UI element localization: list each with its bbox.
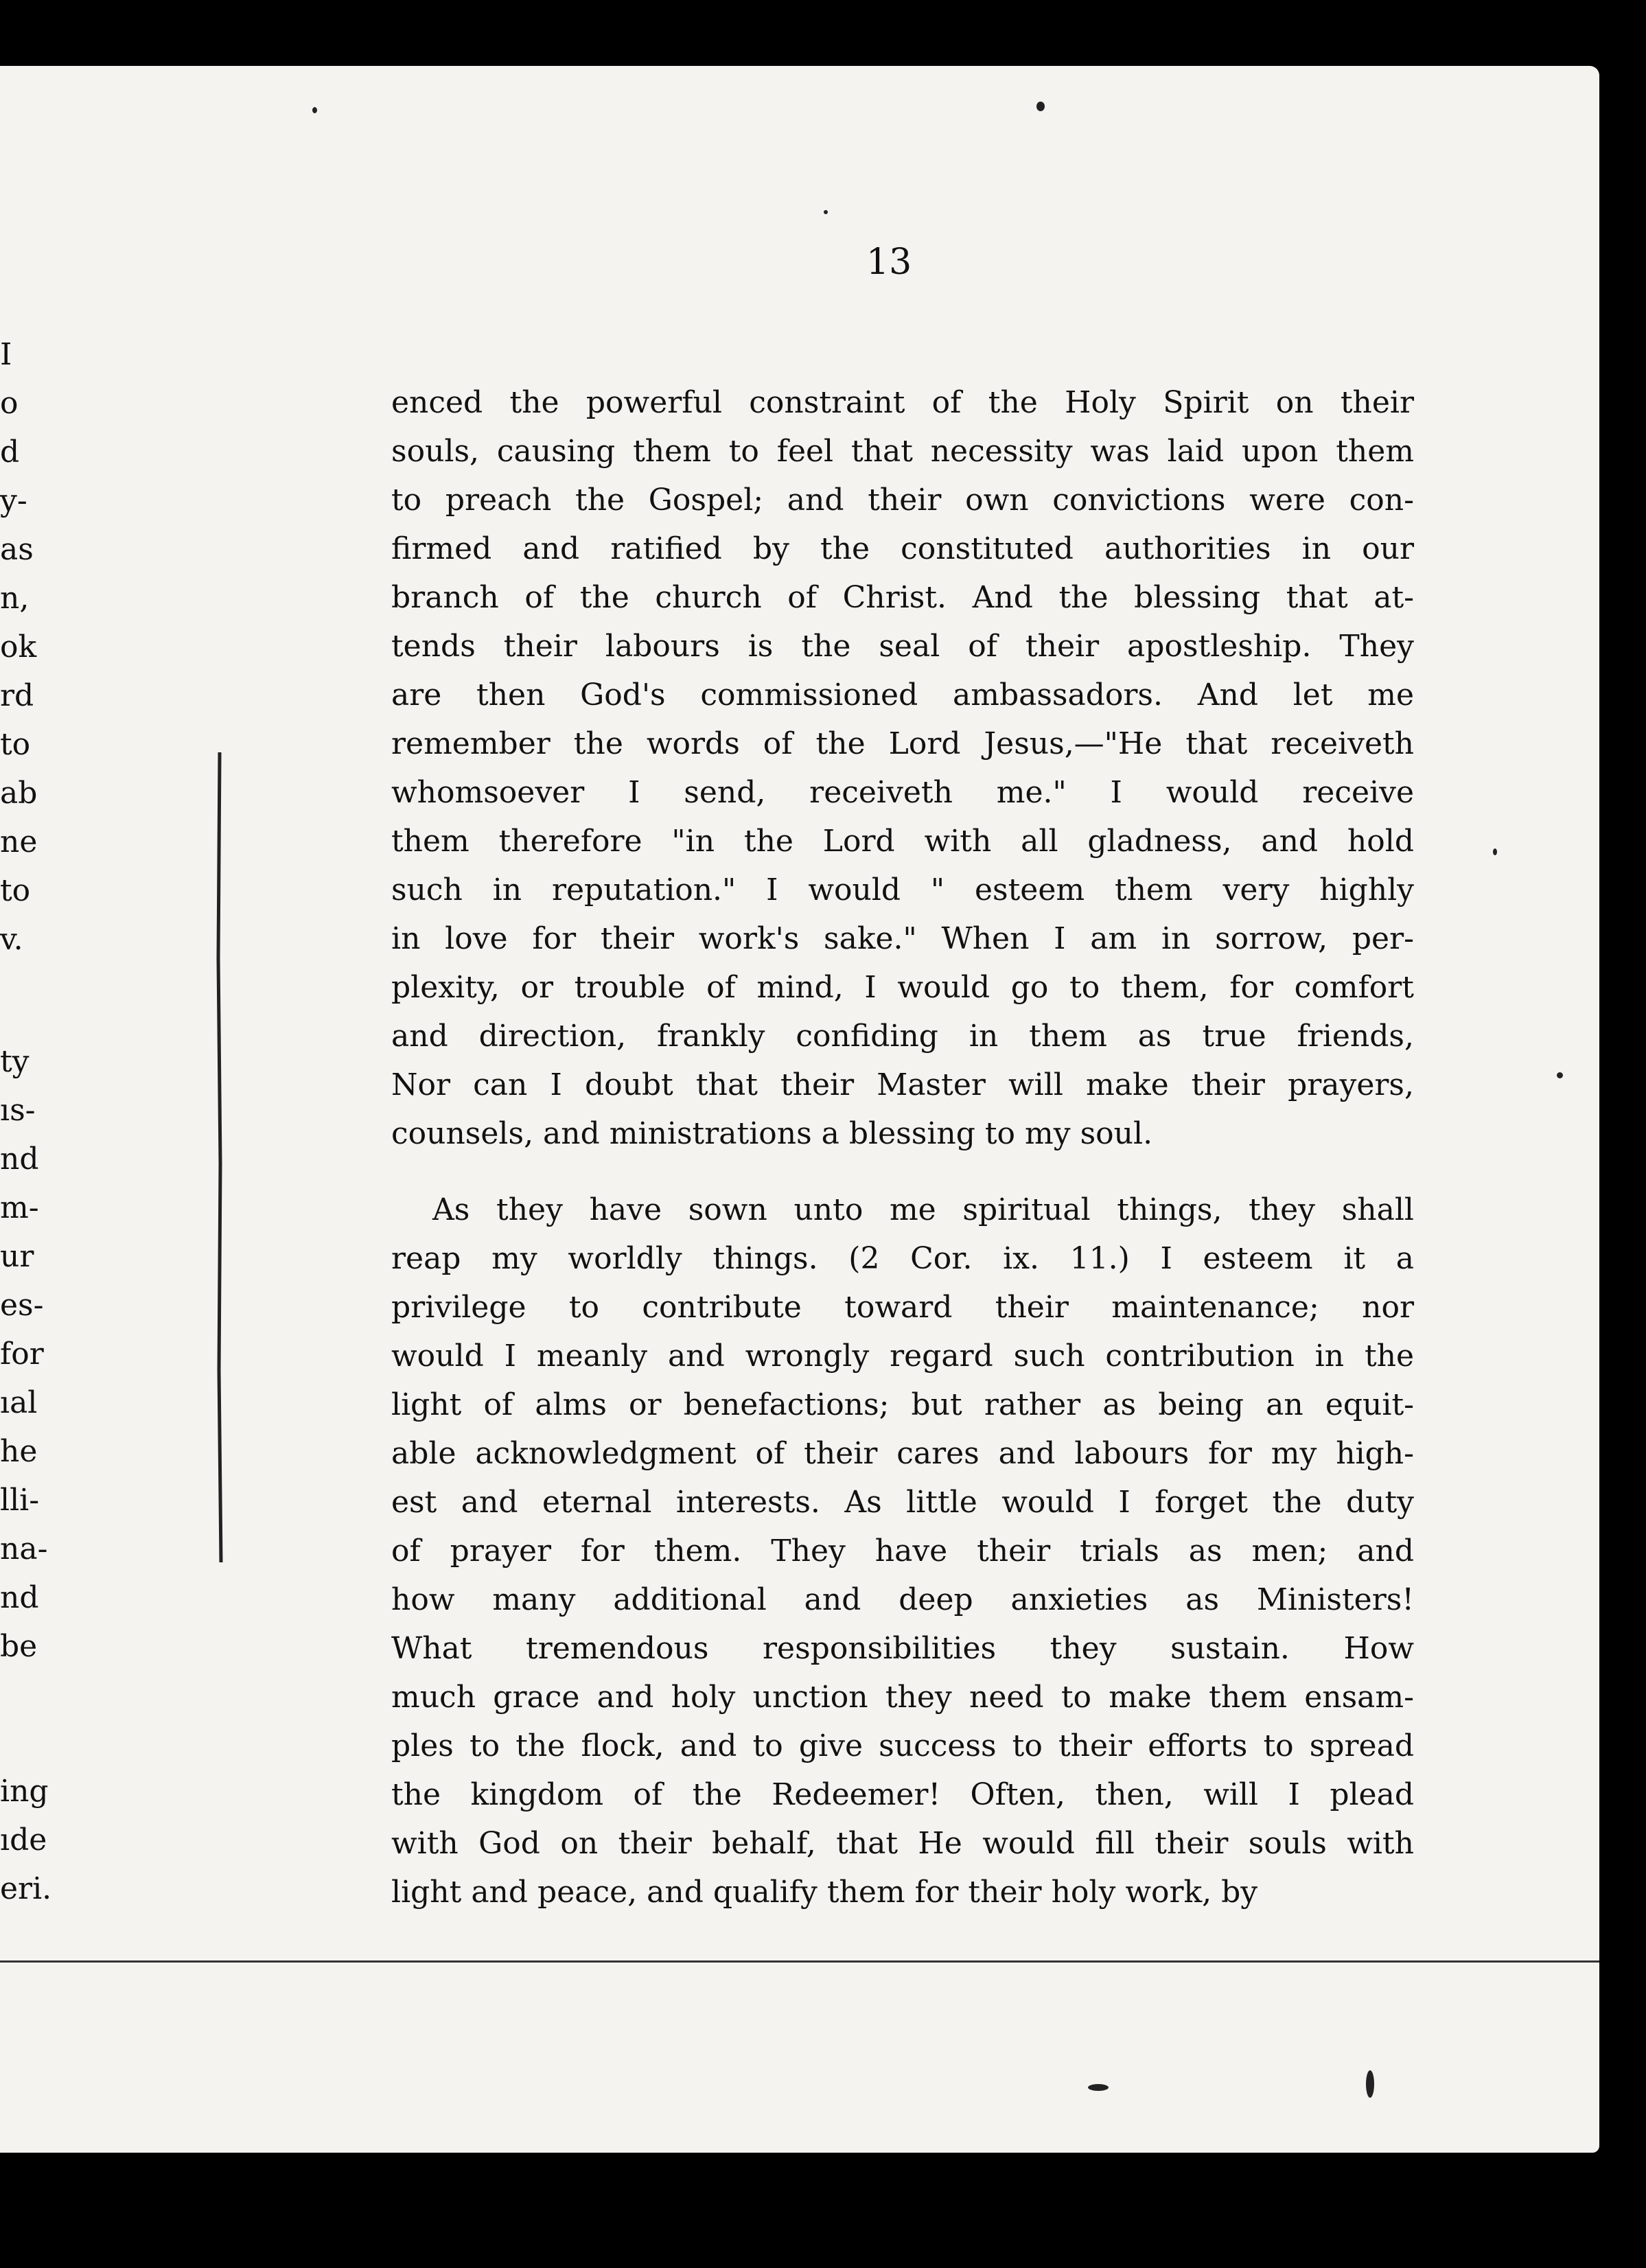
fragment-line: rd [0,678,34,713]
text-line: reap my worldly things. (2 Cor. ix. 11.) I esteem it a [391,1241,1414,1276]
fragment-line: y- [0,483,27,518]
book-page [0,66,1599,2153]
ink-speck [824,210,828,214]
text-line: such in reputation." I would " esteem them very highly [391,872,1414,907]
fragment-line: d [0,435,20,470]
fragment-line: eri. [0,1871,52,1906]
fragment-line: ur [0,1239,34,1274]
text-line: tends their labours is the seal of their apostleship. They [391,629,1414,664]
body-text [391,378,1414,1917]
text-line: ples to the flock, and to give success to their efforts to spread [391,1728,1414,1763]
text-line: light of alms or benefactions; but rather as being an equit- [391,1387,1414,1422]
fragment-line: to [0,727,31,762]
fragment-line: o [0,386,19,421]
text-line: remember the words of the Lord Jesus,—"He that receiveth [391,726,1414,761]
text-line: in love for their work's sake." When I am in sorrow, per- [391,921,1414,956]
text-line: branch of the church of Christ. And the blessing that at- [391,580,1414,615]
ink-speck [1366,2070,1374,2098]
fragment-line: ok [0,629,37,664]
paragraph-2 [391,1185,1414,1917]
ink-speck [1557,1072,1563,1078]
fragment-line: I [0,337,12,372]
fragment-line: nd [0,1142,39,1177]
text-line: privilege to contribute toward their maintenance; nor [391,1290,1414,1325]
bottom-rule [0,1960,1599,1963]
fragment-line: ing [0,1774,49,1809]
text-line: light and peace, and qualify them for their holy work, by [391,1875,1258,1910]
ink-speck [1036,102,1045,111]
page-number: 13 [866,242,912,283]
fragment-line: ıde [0,1822,47,1858]
fragment-line: m- [0,1190,39,1225]
text-line: As they have sown unto me spiritual things, they shall [432,1192,1414,1227]
text-line: What tremendous responsibilities they sustain. How [391,1631,1414,1666]
margin-pencil-mark [214,752,225,1562]
fragment-line: ıs- [0,1093,36,1128]
text-line: and direction, frankly confiding in them as true friends, [391,1019,1414,1054]
ink-speck [1088,2084,1109,2091]
fragment-line: ab [0,776,38,811]
fragment-line: v. [0,922,23,957]
fragment-line: es- [0,1288,44,1323]
text-line: counsels, and ministrations a blessing to my soul. [391,1116,1153,1151]
fragment-line: ne [0,824,38,859]
fragment-line: to [0,873,31,908]
text-line: are then God's commissioned ambassadors. And let me [391,678,1414,713]
adjacent-page-fragments [0,66,55,2153]
text-line: of prayer for them. They have their trials as men; and [391,1534,1414,1569]
text-line: much grace and holy unction they need to make them ensam- [391,1680,1414,1715]
fragment-line: na- [0,1531,48,1566]
text-line: them therefore "in the Lord with all gladness, and hold [391,824,1414,859]
fragment-line: ıal [0,1385,38,1420]
text-line: how many additional and deep anxieties as Ministers! [391,1582,1414,1617]
text-line: firmed and ratified by the constituted authorities in our [391,531,1414,566]
fragment-line: nd [0,1580,39,1615]
ink-speck [312,107,317,113]
fragment-line: lli- [0,1483,40,1518]
fragment-line: be [0,1629,38,1664]
fragment-line: for [0,1336,44,1372]
text-line: the kingdom of the Redeemer! Often, then, will I plead [391,1777,1414,1812]
fragment-line: he [0,1434,38,1469]
text-line: whomsoever I send, receiveth me." I would receive [391,775,1414,810]
fragment-line: n, [0,581,30,616]
text-line: with God on their behalf, that He would fill their souls with [391,1826,1414,1861]
text-line: est and eternal interests. As little would I forget the duty [391,1485,1414,1520]
text-line: enced the powerful constraint of the Holy Spirit on their [391,385,1414,420]
paragraph-gap [391,1158,1414,1185]
text-line: souls, causing them to feel that necessity was laid upon them [391,434,1414,469]
text-line: able acknowledgment of their cares and labours for my high- [391,1436,1414,1471]
paragraph-1 [391,378,1414,1158]
fragment-line: as [0,532,34,567]
text-line: to preach the Gospel; and their own convictions were con- [391,483,1414,518]
ink-speck [1493,848,1497,855]
text-line: Nor can I doubt that their Master will make their prayers, [391,1067,1414,1102]
text-line: plexity, or trouble of mind, I would go to them, for comfort [391,970,1414,1005]
fragment-line: ty [0,1044,30,1079]
text-line: would I meanly and wrongly regard such contribution in the [391,1339,1414,1374]
